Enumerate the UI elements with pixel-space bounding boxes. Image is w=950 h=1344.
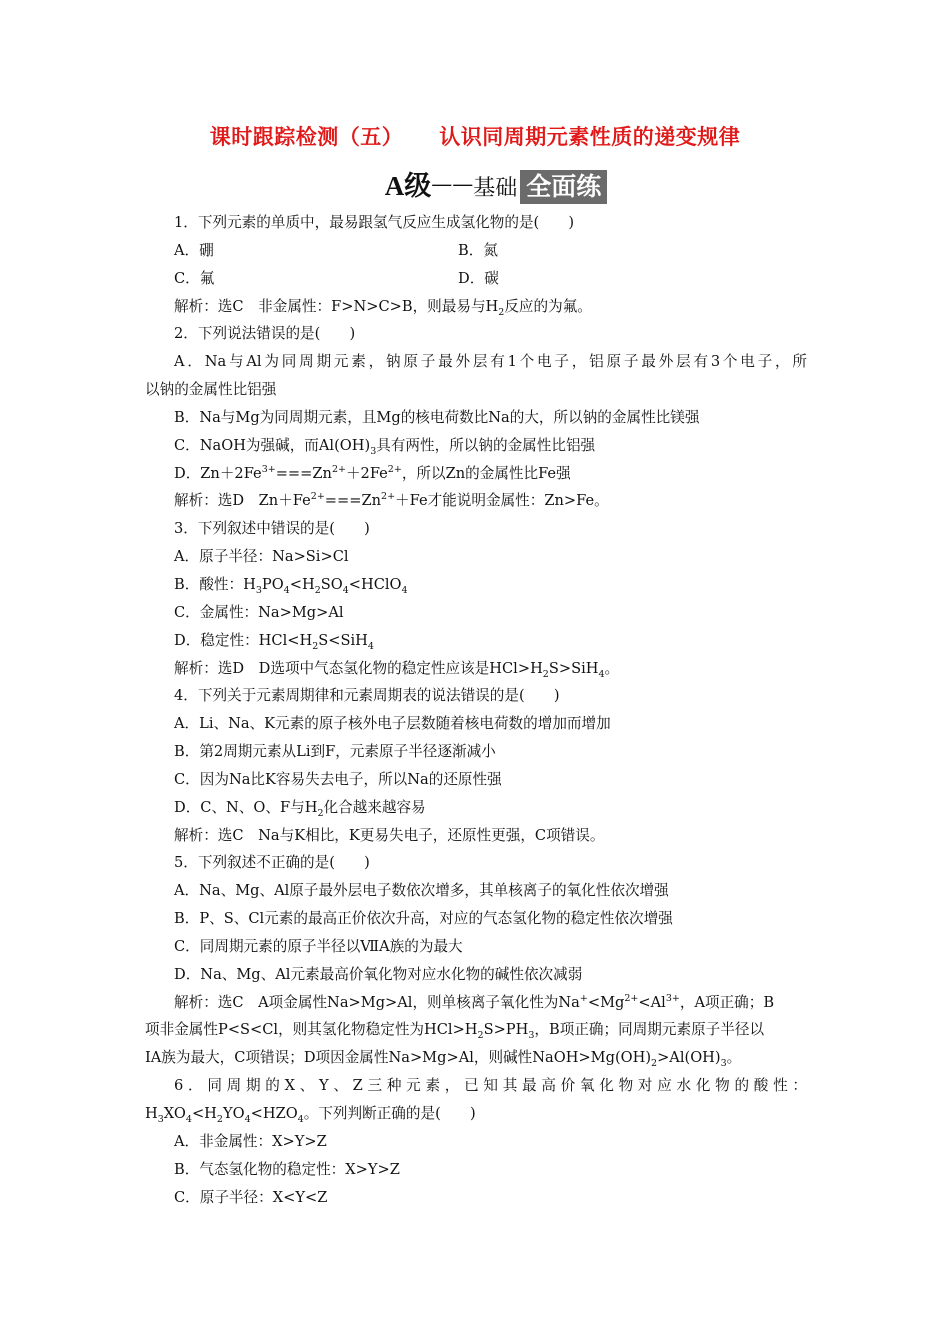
q3-option-d: D．稳定性：$HCl<H_2S<SiH_4$ — [174, 631, 374, 652]
q2-option-a-line2: 以钠的金属性比铝强 — [145, 381, 277, 399]
q2-option-c: C．NaOH为强碱，而$Al(OH)_3$具有两性，所以钠的金属性比铝强 — [174, 436, 596, 457]
q5-option-b: B．P、S、Cl元素的最高正价依次升高，对应的气态氢化物的稳定性依次增强 — [174, 910, 673, 928]
q2-stem: 2．下列说法错误的是( ) — [174, 325, 356, 343]
q4-stem: 4．下列关于元素周期律和元素周期表的说法错误的是( ) — [174, 687, 560, 705]
q6-option-c: C．原子半径：X<Y<Z — [174, 1188, 328, 1206]
q2-analysis: 解析：选D $Zn+Fe^{2+}===Zn^{2+}+Fe$才能说明金属性：Zn>Fe。 — [174, 491, 609, 510]
q5-option-c: C．同周期元素的原子半径以ⅦA族的为最大 — [174, 937, 463, 955]
q4-option-a: A．Li、Na、K元素的原子核外电子层数随着核电荷数的增加而增加 — [174, 715, 611, 733]
q6-option-a: A．非金属性：X>Y>Z — [174, 1132, 327, 1150]
q4-option-d: D．C、N、O、F与$H_2$化合越来越容易 — [174, 798, 426, 819]
q5-stem: 5．下列叙述不正确的是( ) — [174, 854, 370, 872]
q4-analysis: 解析：选C Na与K相比，K更易失电子，还原性更强，C项错误。 — [174, 826, 605, 844]
q6-option-b: B．气态氢化物的稳定性：X>Y>Z — [174, 1160, 400, 1178]
q1-option-c: C．氟 — [174, 269, 215, 287]
q1-options-cd — [145, 265, 807, 293]
title-part2: 认识同周期元素性质的递变规律 — [439, 124, 741, 149]
q1-analysis: 解析：选C 非金属性：F>N>C>B，则最易与$H_2$反应的为氟。 — [174, 297, 592, 318]
q2-option-a-line1: A．Na与Al为同周期元素，钠原子最外层有1个电子，铝原子最外层有3个电子，所 — [174, 353, 807, 371]
q3-option-c: C．金属性：Na>Mg>Al — [174, 603, 344, 621]
q1-option-b: B．氮 — [458, 241, 498, 259]
level-heading — [0, 164, 950, 204]
level-base: 基础 — [473, 176, 518, 201]
q2-option-b: B．Na与Mg为同周期元素，且Mg的核电荷数比Na的大，所以钠的金属性比镁强 — [174, 408, 700, 426]
q2-option-d: D．$Zn+2Fe^{3+}===Zn^{2+}+2Fe^{2+}$，所以Zn的金属性比Fe强 — [174, 463, 571, 482]
question-list — [145, 209, 807, 1211]
document-title — [0, 121, 950, 151]
q1-option-a: A．硼 — [174, 241, 214, 259]
q4-option-c: C．因为Na比K容易失去电子，所以Na的还原性强 — [174, 770, 502, 788]
q6-stem-line2: $H_3XO_4<H_2YO_4<HZO_4$。下列判断正确的是( ) — [145, 1105, 476, 1125]
q1-stem: 1．下列元素的单质中，最易跟氢气反应生成氢化物的是( ) — [174, 214, 575, 231]
q4-option-b: B．第2周期元素从Li到F，元素原子半径逐渐减小 — [174, 743, 496, 761]
q3-stem: 3．下列叙述中错误的是( ) — [174, 520, 370, 538]
level-letter: A级 — [384, 171, 432, 201]
q5-analysis-line3: ⅠA族为最大，C项错误；D项因金属性Na>Mg>Al，则碱性$NaOH>Mg(OH)_2>Al(OH)_3$。 — [145, 1049, 742, 1070]
q1-options-ab — [145, 237, 807, 265]
q5-option-d: D．Na、Mg、Al元素最高价氧化物对应水化物的碱性依次减弱 — [174, 965, 583, 983]
level-dash: —— — [431, 172, 474, 196]
q5-option-a: A．Na、Mg、Al原子最外层电子数依次增多，其单核离子的氧化性依次增强 — [174, 882, 669, 900]
q3-option-b: B．酸性：$H_3PO_4<H_2SO_4<HClO_4$ — [174, 575, 408, 596]
level-box: 全面练 — [520, 170, 607, 204]
q5-analysis-line1: 解析：选C A项金属性Na>Mg>Al，则单核离子氧化性为$Na^+<Mg^{2+}<Al^{3+}$，A项正确；B — [174, 992, 775, 1011]
title-part1: 课时跟踪检测（五） — [209, 124, 404, 149]
q3-analysis: 解析：选D D选项中气态氢化物的稳定性应该是$HCl>H_2S>SiH_4$。 — [174, 659, 620, 680]
q1-option-d: D．碳 — [458, 269, 499, 287]
q6-stem-line1: 6．同周期的X、Y、Z三种元素，已知其最高价氧化物对应水化物的酸性： — [174, 1077, 807, 1095]
q5-analysis-line2: 项非金属性P<S<Cl，则其氢化物稳定性为$HCl>H_2S>PH_3$，B项正确；同周期元素原子半径以 — [145, 1021, 765, 1042]
q3-option-a: A．原子半径：Na>Si>Cl — [174, 548, 349, 566]
